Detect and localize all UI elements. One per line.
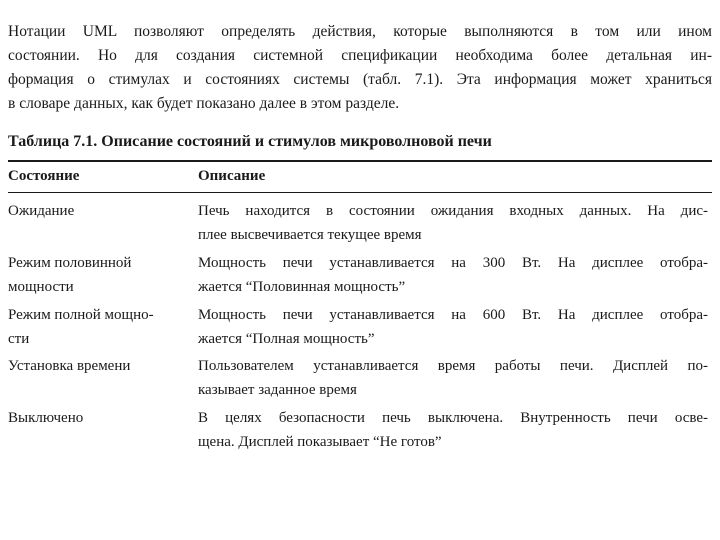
cell-line: Установка времени <box>8 358 131 374</box>
cell-line: жается “Полная мощность” <box>198 331 375 347</box>
cell-line: мощности <box>8 279 74 295</box>
cell-line: Режим половинной <box>8 255 132 271</box>
table-header-description: Описание <box>198 168 266 184</box>
table-header-state: Состояние <box>8 168 80 184</box>
table-cell-state <box>8 303 193 351</box>
cell-line: Пользователем устанавливается время работы печи. Дисплей по- <box>198 358 708 374</box>
table-cell-state <box>8 199 193 223</box>
table-cell-description <box>198 251 708 299</box>
cell-line: Мощность печи устанавливается на 300 Вт. На дисплее отобра- <box>198 255 708 271</box>
table-cell-state <box>8 251 193 299</box>
table-caption: Таблица 7.1. Описание состояний и стимулов микроволновой печи <box>8 133 492 150</box>
cell-line: Печь находится в состоянии ожидания входных данных. На дис- <box>198 203 708 219</box>
cell-line: Выключено <box>8 410 84 426</box>
table-cell-state <box>8 354 193 378</box>
table-header-rule <box>8 192 712 193</box>
paragraph-line: состоянии. Но для создания системной спецификации необходима более детальная ин- <box>8 47 712 64</box>
cell-line: В целях безопасности печь выключена. Внутренность печи осве- <box>198 410 708 426</box>
table-cell-description <box>198 303 708 351</box>
cell-line: плее высвечивается текущее время <box>198 227 422 243</box>
paragraph-line: в словаре данных, как будет показано далее в этом разделе. <box>8 95 400 112</box>
paragraph-line: формация о стимулах и состояниях системы (табл. 7.1). Эта информация может храниться <box>8 71 712 88</box>
cell-line: казывает заданное время <box>198 382 357 398</box>
paragraph-line: Нотации UML позволяют определять действия, которые выполняются в том или ином <box>8 23 712 40</box>
table-cell-description <box>198 354 708 402</box>
intro-paragraph <box>8 20 712 116</box>
table-cell-state <box>8 406 193 430</box>
table-cell-description <box>198 406 708 454</box>
cell-line: щена. Дисплей показывает “Не готов” <box>198 434 442 450</box>
cell-line: жается “Половинная мощность” <box>198 279 406 295</box>
cell-line: Режим полной мощно- <box>8 307 154 323</box>
table-top-rule <box>8 160 712 162</box>
cell-line: Мощность печи устанавливается на 600 Вт. На дисплее отобра- <box>198 307 708 323</box>
table-cell-description <box>198 199 708 247</box>
cell-line: Ожидание <box>8 203 75 219</box>
cell-line: сти <box>8 331 30 347</box>
